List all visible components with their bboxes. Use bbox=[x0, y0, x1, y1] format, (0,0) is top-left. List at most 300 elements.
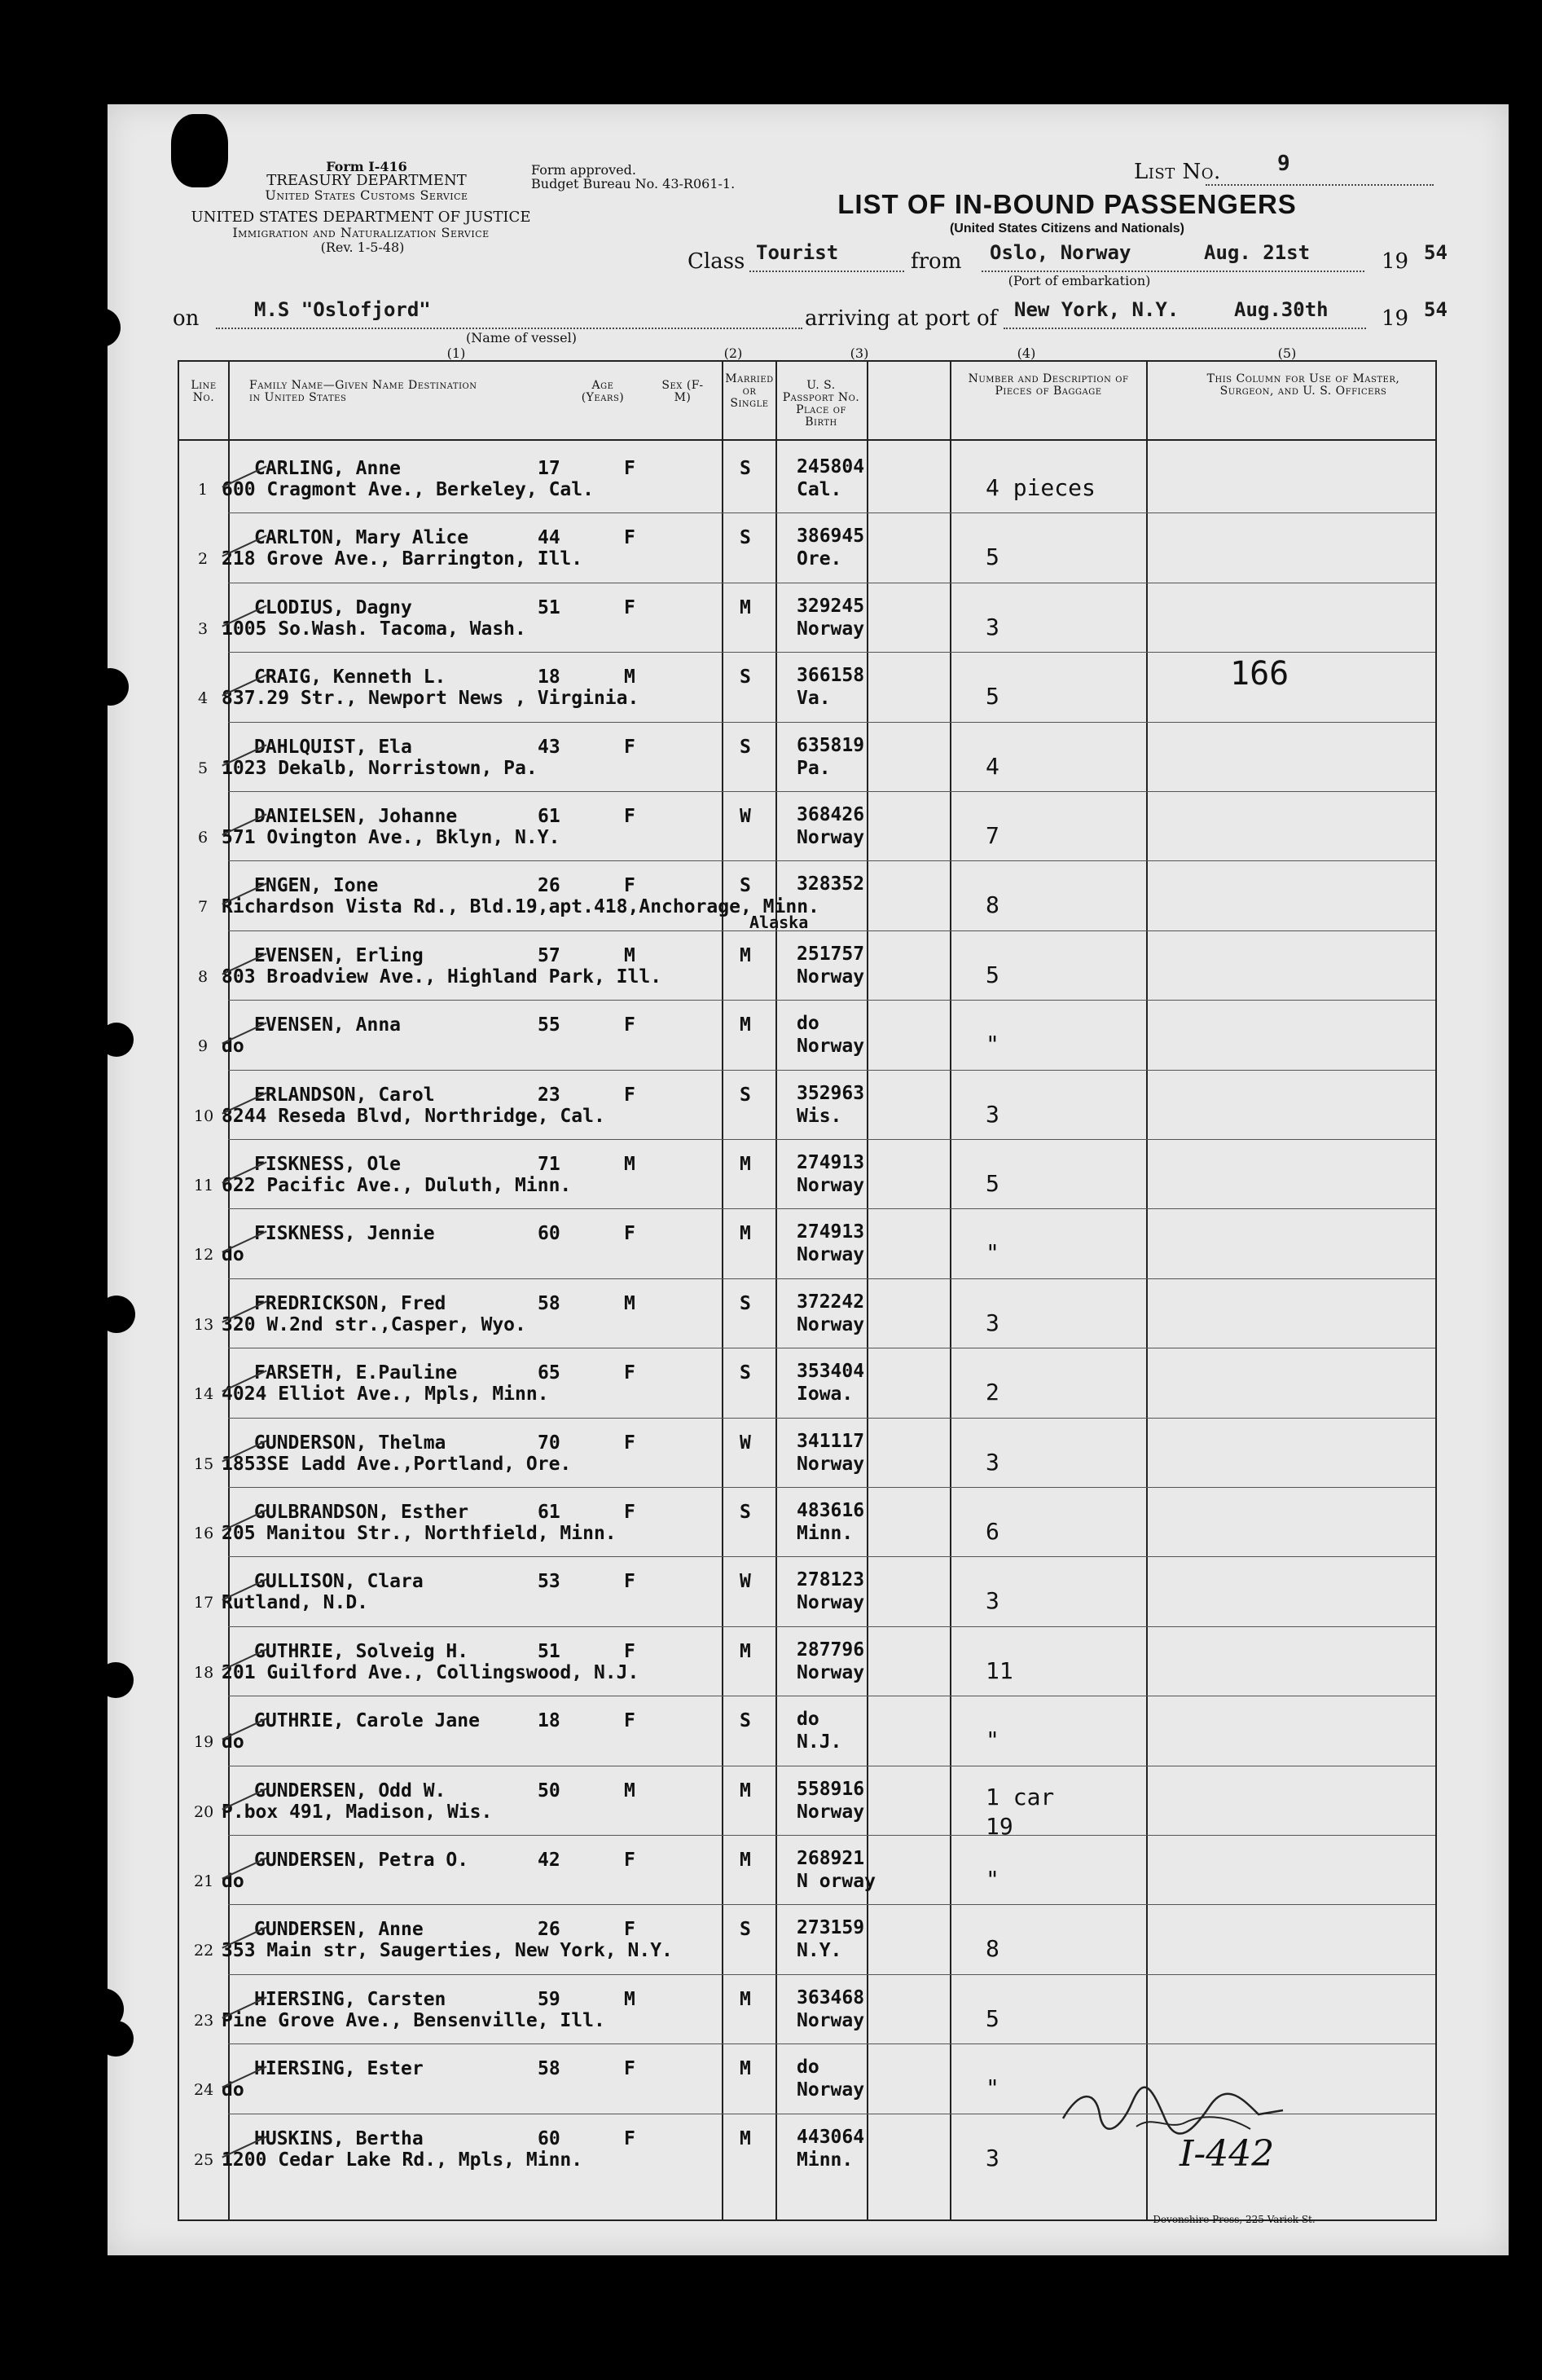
on-label: on bbox=[173, 306, 200, 331]
table-row bbox=[179, 1070, 1435, 1139]
passenger-name: HIERSING, Carsten bbox=[254, 1988, 446, 2010]
line-number: 14 bbox=[194, 1385, 214, 1404]
destination: 600 Cragmont Ave., Berkeley, Cal. bbox=[222, 479, 594, 500]
row-divider bbox=[228, 1556, 1435, 1557]
destination: do bbox=[222, 1244, 244, 1266]
table-row bbox=[179, 1835, 1435, 1904]
passport-number: 363468 bbox=[797, 1986, 865, 2008]
baggage: 8 bbox=[986, 891, 999, 919]
sex: F bbox=[624, 1571, 635, 1593]
age: 17 bbox=[538, 458, 560, 479]
col-num-5: (5) bbox=[1277, 345, 1297, 361]
table-row bbox=[179, 1208, 1435, 1278]
passenger-name: FISKNESS, Ole bbox=[254, 1154, 402, 1175]
marital-status: S bbox=[740, 1292, 751, 1314]
sex: M bbox=[624, 1292, 635, 1314]
col-header-officers: This Column for Use of Master, Surgeon, and U. S. Officers bbox=[1206, 372, 1400, 398]
dotted-line bbox=[749, 271, 904, 272]
birthplace: Norway bbox=[797, 827, 865, 848]
dotted-line bbox=[982, 271, 1364, 272]
table-row bbox=[179, 860, 1435, 933]
destination: 205 Manitou Str., Northfield, Minn. bbox=[222, 1523, 617, 1544]
sex: F bbox=[624, 2058, 635, 2080]
sex: F bbox=[624, 1362, 635, 1384]
passport-number: 268921 bbox=[797, 1848, 865, 1869]
birthplace: Va. bbox=[797, 688, 831, 710]
arrival-port: New York, N.Y. bbox=[1014, 298, 1180, 321]
birthplace: Minn. bbox=[797, 1523, 854, 1544]
destination: 1005 So.Wash. Tacoma, Wash. bbox=[222, 618, 526, 640]
age: 42 bbox=[538, 1850, 560, 1871]
destination: 1853SE Ladd Ave.,Portland, Ore. bbox=[222, 1453, 572, 1475]
age: 50 bbox=[538, 1780, 560, 1801]
passenger-name: GUNDERSEN, Odd W. bbox=[254, 1780, 446, 1801]
handwritten-number: 166 bbox=[1230, 655, 1289, 693]
sex: F bbox=[624, 1640, 635, 1662]
line-number: 15 bbox=[194, 1454, 214, 1473]
binder-hole bbox=[98, 2021, 134, 2057]
passport-number: 352963 bbox=[797, 1082, 865, 1104]
baggage: " bbox=[986, 2074, 999, 2102]
age: 59 bbox=[538, 1988, 560, 2010]
marital-status: S bbox=[740, 1710, 751, 1732]
col-header-line: Line No. bbox=[191, 379, 217, 404]
baggage: 3 bbox=[986, 613, 999, 640]
col-header-married: Married or Single bbox=[725, 372, 774, 410]
passenger-name: HIERSING, Ester bbox=[254, 2058, 424, 2080]
age: 58 bbox=[538, 1292, 560, 1314]
row-divider bbox=[228, 652, 1435, 653]
age: 26 bbox=[538, 1919, 560, 1941]
table-row bbox=[179, 1487, 1435, 1556]
line-number: 18 bbox=[194, 1663, 214, 1682]
destination: 320 W.2nd str.,Casper, Wyo. bbox=[222, 1313, 526, 1335]
marital-status: S bbox=[740, 1084, 751, 1106]
birthplace: Norway bbox=[797, 1036, 865, 1058]
line-number: 5 bbox=[197, 759, 209, 777]
age: 61 bbox=[538, 1502, 560, 1523]
passport-number: 245804 bbox=[797, 456, 865, 477]
birthplace: Norway bbox=[797, 2009, 865, 2031]
passenger-name: EVENSEN, Erling bbox=[254, 944, 424, 966]
sex: F bbox=[624, 1223, 635, 1245]
baggage: 4 bbox=[986, 752, 999, 780]
line-number: 12 bbox=[194, 1246, 214, 1265]
passport-number: 483616 bbox=[797, 1500, 865, 1521]
age: 57 bbox=[538, 944, 560, 966]
port-embarkation-caption: (Port of embarkation) bbox=[1008, 273, 1151, 288]
sex: F bbox=[624, 875, 635, 897]
line-number: 22 bbox=[194, 1942, 214, 1960]
marital-status: S bbox=[740, 1502, 751, 1523]
marital-status: M bbox=[740, 1014, 751, 1036]
header-divider bbox=[179, 439, 1435, 441]
passport-number: 635819 bbox=[797, 734, 865, 756]
table-row bbox=[179, 1766, 1435, 1840]
dotted-line bbox=[1206, 184, 1434, 186]
passenger-name: ENGEN, Ione bbox=[254, 875, 379, 897]
page-subtitle: (United States Citizens and Nationals) bbox=[949, 222, 1185, 235]
depart-year: 54 bbox=[1424, 241, 1448, 264]
customs-service: United States Customs Service bbox=[265, 187, 468, 203]
row-divider bbox=[228, 791, 1435, 792]
passport-number: 368426 bbox=[797, 804, 865, 825]
passenger-name: GUNDERSEN, Petra O. bbox=[254, 1850, 469, 1871]
passport-number: 386945 bbox=[797, 526, 865, 548]
marital-status: S bbox=[740, 1362, 751, 1384]
line-number: 24 bbox=[194, 2081, 214, 2100]
vessel-name: M.S "Oslofjord" bbox=[254, 298, 431, 321]
passport-number: 274913 bbox=[797, 1221, 865, 1243]
age: 44 bbox=[538, 527, 560, 549]
class-label: Class bbox=[688, 249, 745, 274]
marital-status: M bbox=[740, 1780, 751, 1801]
table-row bbox=[179, 722, 1435, 791]
baggage: 5 bbox=[986, 2004, 999, 2032]
line-number: 1 bbox=[197, 481, 209, 499]
dotted-line bbox=[1004, 328, 1366, 329]
passport-number: do bbox=[797, 1709, 819, 1731]
passport-number: 443064 bbox=[797, 2126, 865, 2148]
table-row bbox=[179, 791, 1435, 860]
table-row bbox=[179, 1626, 1435, 1696]
birthplace: Wis. bbox=[797, 1105, 842, 1127]
printer-credit: Devonshire Press, 225 Varick St. bbox=[1153, 2214, 1316, 2225]
age: 60 bbox=[538, 2127, 560, 2149]
row-divider bbox=[228, 1626, 1435, 1627]
row-divider bbox=[228, 1487, 1435, 1488]
age: 71 bbox=[538, 1154, 560, 1175]
passenger-name: GUNDERSON, Thelma bbox=[254, 1432, 446, 1454]
age: 26 bbox=[538, 875, 560, 897]
row-divider bbox=[228, 1278, 1435, 1279]
binder-hole bbox=[98, 1296, 135, 1333]
destination: do bbox=[222, 1871, 244, 1892]
birthplace: N.J. bbox=[797, 1731, 842, 1753]
birthplace: Norway bbox=[797, 1592, 865, 1614]
passenger-name: GUTHRIE, Carole Jane bbox=[254, 1710, 480, 1732]
destination-continued: Alaska bbox=[749, 913, 809, 933]
birthplace: Norway bbox=[797, 1453, 865, 1475]
sex: F bbox=[624, 806, 635, 827]
passport-number: 287796 bbox=[797, 1639, 865, 1661]
line-number: 7 bbox=[197, 898, 209, 917]
age: 18 bbox=[538, 666, 560, 688]
sex: M bbox=[624, 1780, 635, 1801]
passport-number: 328352 bbox=[797, 873, 865, 895]
sex: F bbox=[624, 2127, 635, 2149]
passenger-name: GULLISON, Clara bbox=[254, 1571, 424, 1593]
marital-status: M bbox=[740, 1223, 751, 1245]
line-number: 25 bbox=[194, 2150, 214, 2169]
marital-status: M bbox=[740, 2058, 751, 2080]
baggage: 4 pieces bbox=[986, 474, 1096, 501]
class-value: Tourist bbox=[756, 241, 839, 264]
passenger-name: HUSKINS, Bertha bbox=[254, 2127, 424, 2149]
age: 51 bbox=[538, 596, 560, 618]
table-row bbox=[179, 1418, 1435, 1487]
col-header-sex: Sex (F-M) bbox=[661, 379, 704, 404]
col-header-age: Age (Years) bbox=[581, 379, 625, 404]
line-number: 23 bbox=[194, 2011, 214, 2030]
passport-number: do bbox=[797, 2057, 819, 2079]
destination: Richardson Vista Rd., Bld.19,apt.418,Anchorage, Minn. bbox=[222, 896, 819, 918]
line-number: 9 bbox=[197, 1037, 209, 1056]
treasury-department: TREASURY DEPARTMENT bbox=[266, 172, 467, 189]
baggage-continued: 19 bbox=[986, 1812, 1013, 1840]
col-num-4: (4) bbox=[1017, 345, 1036, 361]
passport-number: 251757 bbox=[797, 943, 865, 965]
dept-justice: UNITED STATES DEPARTMENT OF JUSTICE bbox=[191, 209, 531, 226]
binder-hole bbox=[99, 1023, 134, 1057]
passport-number: 558916 bbox=[797, 1778, 865, 1800]
destination: 622 Pacific Ave., Duluth, Minn. bbox=[222, 1175, 572, 1196]
marital-status: S bbox=[740, 736, 751, 758]
line-number: 11 bbox=[194, 1177, 214, 1194]
table-row bbox=[179, 1974, 1435, 2043]
row-divider bbox=[228, 860, 1435, 861]
passenger-name: GUTHRIE, Solveig H. bbox=[254, 1640, 469, 1662]
passenger-name: FISKNESS, Jennie bbox=[254, 1223, 435, 1245]
destination: do bbox=[222, 1036, 244, 1058]
form-number: Form I-416 bbox=[326, 159, 407, 174]
passport-number: 273159 bbox=[797, 1917, 865, 1939]
passport-number: 353404 bbox=[797, 1361, 865, 1383]
destination: do bbox=[222, 1731, 244, 1753]
destination: 218 Grove Ave., Barrington, Ill. bbox=[222, 548, 583, 570]
birthplace: Cal. bbox=[797, 479, 842, 500]
birthplace: Norway bbox=[797, 1313, 865, 1335]
sex: F bbox=[624, 596, 635, 618]
arrival-year: 54 bbox=[1424, 298, 1448, 321]
inspector-signature bbox=[1055, 2082, 1291, 2139]
sex: F bbox=[624, 458, 635, 479]
col-header-baggage: Number and Description of Pieces of Baggage bbox=[968, 372, 1129, 398]
row-divider bbox=[228, 1000, 1435, 1001]
passport-number: 341117 bbox=[797, 1430, 865, 1452]
col-header-passport: U. S. Passport No. Place of Birth bbox=[782, 379, 860, 429]
passenger-name: GUNDERSEN, Anne bbox=[254, 1919, 424, 1941]
passport-number: 366158 bbox=[797, 665, 865, 687]
baggage: 1 car bbox=[986, 1783, 1055, 1810]
birthplace: Ore. bbox=[797, 548, 842, 570]
birthplace: Norway bbox=[797, 618, 865, 640]
passenger-table bbox=[178, 360, 1437, 2221]
passenger-name: CARLING, Anne bbox=[254, 458, 402, 479]
destination: 8244 Reseda Blvd, Northridge, Cal. bbox=[222, 1105, 605, 1127]
col-header-name: Family Name—Given Name Destination in United States bbox=[249, 379, 477, 404]
baggage: 5 bbox=[986, 543, 999, 571]
table-row bbox=[179, 443, 1435, 513]
baggage: 8 bbox=[986, 1935, 999, 1963]
birthplace: Norway bbox=[797, 1801, 865, 1823]
baggage: 3 bbox=[986, 1587, 999, 1615]
marital-status: M bbox=[740, 1640, 751, 1662]
passenger-name: CARLTON, Mary Alice bbox=[254, 527, 469, 549]
row-divider bbox=[228, 722, 1435, 723]
table-row bbox=[179, 1556, 1435, 1626]
passport-number: 329245 bbox=[797, 595, 865, 617]
destination: Pine Grove Ave., Bensenville, Ill. bbox=[222, 2009, 605, 2031]
destination: 837.29 Str., Newport News , Virginia. bbox=[222, 688, 639, 710]
line-number: 8 bbox=[197, 967, 209, 986]
sex: F bbox=[624, 1850, 635, 1871]
baggage: 3 bbox=[986, 1100, 999, 1128]
age: 43 bbox=[538, 736, 560, 758]
line-number: 4 bbox=[197, 689, 209, 708]
sex: M bbox=[624, 1154, 635, 1175]
col-num-2: (2) bbox=[723, 345, 743, 361]
vessel-caption: (Name of vessel) bbox=[466, 330, 577, 345]
passenger-name: CRAIG, Kenneth L. bbox=[254, 666, 446, 688]
marital-status: M bbox=[740, 944, 751, 966]
sex: M bbox=[624, 666, 635, 688]
line-number: 10 bbox=[194, 1106, 214, 1125]
sex: F bbox=[624, 736, 635, 758]
ink-blot bbox=[171, 114, 228, 187]
table-row bbox=[179, 1904, 1435, 1973]
destination: 1200 Cedar Lake Rd., Mpls, Minn. bbox=[222, 2149, 583, 2171]
handwritten-reference: I-442 bbox=[1180, 2133, 1275, 2175]
passport-number: 278123 bbox=[797, 1569, 865, 1591]
row-divider bbox=[228, 2043, 1435, 2044]
passport-number: 274913 bbox=[797, 1152, 865, 1173]
dotted-line bbox=[216, 328, 802, 329]
baggage: 3 bbox=[986, 1309, 999, 1336]
birthplace: N.Y. bbox=[797, 1940, 842, 1962]
destination: 571 Ovington Ave., Bklyn, N.Y. bbox=[222, 827, 560, 848]
row-divider bbox=[228, 930, 1435, 931]
from-label: from bbox=[911, 249, 962, 274]
list-no-label: List No. bbox=[1134, 160, 1221, 184]
baggage: 11 bbox=[986, 1656, 1013, 1684]
baggage: 3 bbox=[986, 2144, 999, 2171]
passenger-name: CLODIUS, Dagny bbox=[254, 596, 412, 618]
destination: 803 Broadview Ave., Highland Park, Ill. bbox=[222, 966, 662, 988]
destination: 201 Guilford Ave., Collingswood, N.J. bbox=[222, 1661, 639, 1683]
budget-bureau: Budget Bureau No. 43-R061-1. bbox=[531, 176, 736, 191]
line-number: 20 bbox=[194, 1802, 214, 1821]
marital-status: W bbox=[740, 806, 751, 827]
birthplace: N orway bbox=[797, 1871, 876, 1892]
list-no-value: 9 bbox=[1277, 152, 1290, 176]
sex: F bbox=[624, 1710, 635, 1732]
baggage: 7 bbox=[986, 822, 999, 849]
baggage: " bbox=[986, 1031, 999, 1058]
marital-status: S bbox=[740, 1919, 751, 1941]
baggage: 5 bbox=[986, 1170, 999, 1197]
line-number: 17 bbox=[194, 1594, 214, 1612]
binder-hole bbox=[91, 668, 129, 706]
passenger-name: GULBRANDSON, Esther bbox=[254, 1502, 469, 1523]
arriving-label: arriving at port of bbox=[805, 306, 998, 331]
age: 70 bbox=[538, 1432, 560, 1454]
row-divider bbox=[228, 1418, 1435, 1419]
arrival-date: Aug.30th bbox=[1234, 298, 1329, 321]
age: 18 bbox=[538, 1710, 560, 1732]
line-number: 2 bbox=[197, 550, 209, 569]
destination: P.box 491, Madison, Wis. bbox=[222, 1801, 493, 1823]
marital-status: S bbox=[740, 875, 751, 897]
marital-status: M bbox=[740, 596, 751, 618]
age: 23 bbox=[538, 1084, 560, 1106]
binder-hole bbox=[98, 1662, 134, 1698]
sex: M bbox=[624, 1988, 635, 2010]
depart-year-prefix: 19 bbox=[1382, 249, 1409, 274]
age: 51 bbox=[538, 1640, 560, 1662]
row-divider bbox=[228, 1974, 1435, 1975]
marital-status: M bbox=[740, 1850, 751, 1871]
sex: F bbox=[624, 1432, 635, 1454]
marital-status: W bbox=[740, 1432, 751, 1454]
age: 55 bbox=[538, 1014, 560, 1036]
age: 60 bbox=[538, 1223, 560, 1245]
sex: F bbox=[624, 1014, 635, 1036]
age: 61 bbox=[538, 806, 560, 827]
passenger-name: ERLANDSON, Carol bbox=[254, 1084, 435, 1106]
line-number: 19 bbox=[194, 1733, 214, 1752]
birthplace: Norway bbox=[797, 966, 865, 988]
line-number: 16 bbox=[194, 1524, 214, 1542]
birthplace: Norway bbox=[797, 1175, 865, 1196]
table-row bbox=[179, 1000, 1435, 1069]
table-row bbox=[179, 1139, 1435, 1208]
sex: F bbox=[624, 1084, 635, 1106]
baggage: " bbox=[986, 1239, 999, 1267]
baggage: 6 bbox=[986, 1518, 999, 1545]
birthplace: Norway bbox=[797, 1661, 865, 1683]
marital-status: S bbox=[740, 666, 751, 688]
line-number: 3 bbox=[197, 619, 209, 638]
ins-service: Immigration and Naturalization Service bbox=[232, 225, 490, 240]
marital-status: M bbox=[740, 2127, 751, 2149]
destination: 1023 Dekalb, Norristown, Pa. bbox=[222, 757, 538, 779]
depart-date: Aug. 21st bbox=[1204, 241, 1311, 264]
col-num-3: (3) bbox=[850, 345, 869, 361]
birthplace: Minn. bbox=[797, 2149, 854, 2171]
baggage: 2 bbox=[986, 1379, 999, 1406]
from-value: Oslo, Norway bbox=[990, 241, 1131, 264]
baggage: 3 bbox=[986, 1448, 999, 1476]
marital-status: S bbox=[740, 458, 751, 479]
birthplace: Norway bbox=[797, 1244, 865, 1266]
passport-number: 372242 bbox=[797, 1291, 865, 1313]
marital-status: M bbox=[740, 1988, 751, 2010]
birthplace: Norway bbox=[797, 2079, 865, 2101]
baggage: 5 bbox=[986, 961, 999, 988]
row-divider bbox=[228, 1208, 1435, 1209]
line-number: 21 bbox=[194, 1872, 214, 1890]
row-divider bbox=[228, 1904, 1435, 1905]
marital-status: S bbox=[740, 527, 751, 549]
destination: Rutland, N.D. bbox=[222, 1592, 369, 1614]
passenger-name: DANIELSEN, Johanne bbox=[254, 806, 458, 827]
age: 65 bbox=[538, 1362, 560, 1384]
arrival-year-prefix: 19 bbox=[1382, 306, 1409, 331]
passenger-name: FARSETH, E.Pauline bbox=[254, 1362, 458, 1384]
sex: M bbox=[624, 944, 635, 966]
marital-status: W bbox=[740, 1571, 751, 1593]
form-approved: Form approved. bbox=[531, 162, 636, 178]
passport-number: do bbox=[797, 1013, 819, 1035]
table-row bbox=[179, 930, 1435, 1000]
sex: F bbox=[624, 1919, 635, 1941]
row-divider bbox=[228, 1070, 1435, 1071]
table-row bbox=[179, 1278, 1435, 1348]
birthplace: Pa. bbox=[797, 757, 831, 779]
binder-hole bbox=[81, 308, 121, 347]
table-row bbox=[179, 1696, 1435, 1765]
